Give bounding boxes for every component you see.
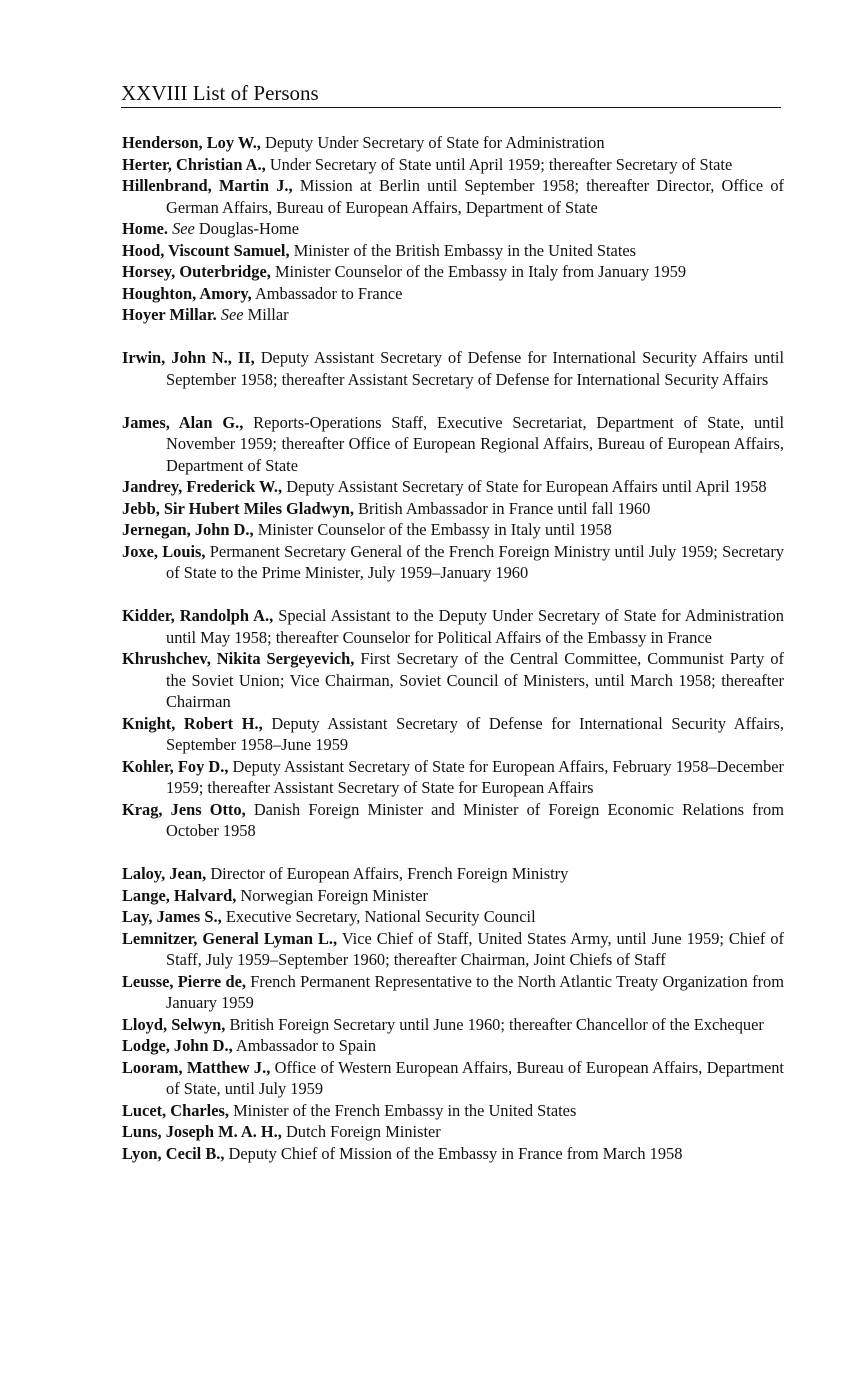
person-entry <box>122 218 784 240</box>
person-entry <box>122 928 784 971</box>
person-entry <box>122 906 784 928</box>
person-description: Deputy Assistant Secretary of State for European Affairs until April 1958 <box>282 477 767 496</box>
person-entry <box>122 605 784 648</box>
person-name: James, Alan G., <box>122 412 244 432</box>
person-name: Home. <box>122 219 168 238</box>
person-description: Millar <box>243 305 289 324</box>
person-name: Hoyer Millar. <box>122 305 217 324</box>
person-name: Jernegan, John D., <box>122 520 254 539</box>
see-reference: See <box>167 219 195 238</box>
person-name: Leusse, Pierre de, <box>122 971 246 991</box>
person-entry <box>122 1121 784 1143</box>
person-description: Deputy Chief of Mission of the Embassy in France from March 1958 <box>224 1143 683 1163</box>
letter-group-k <box>122 605 784 842</box>
group-spacer <box>122 584 784 606</box>
page-title: XXVIII List of Persons <box>121 81 319 105</box>
letter-group-h <box>122 132 784 326</box>
person-entry <box>122 154 784 176</box>
person-name: Lucet, Charles, <box>122 1100 229 1120</box>
person-name: Lloyd, Selwyn, <box>122 1014 226 1034</box>
person-entry <box>122 1035 784 1057</box>
person-name: Looram, Matthew J., <box>122 1057 271 1077</box>
person-name: Lyon, Cecil B., <box>122 1143 225 1163</box>
person-description: Executive Secretary, National Security Council <box>221 907 536 926</box>
person-name: Joxe, Louis, <box>122 541 206 561</box>
person-name: Jebb, Sir Hubert Miles Gladwyn, <box>122 498 354 518</box>
person-name: Houghton, Amory, <box>122 283 252 303</box>
letter-group-j <box>122 412 784 584</box>
person-entry <box>122 261 784 283</box>
person-name: Krag, Jens Otto, <box>122 799 246 819</box>
person-entry <box>122 498 784 520</box>
person-entry <box>122 283 784 305</box>
person-description: Under Secretary of State until April 1959; thereafter Secretary of State <box>265 154 733 174</box>
person-description: First Secretary of the Central Committee, Communist Party of the Soviet Union; Vice Chairman, Soviet Council of Ministers, until March 1958; thereafter Chairman <box>166 649 784 711</box>
person-description: Ambassador to Spain <box>232 1036 377 1055</box>
person-description: Minister Counselor of the Embassy in Italy until 1958 <box>253 520 612 539</box>
person-description: Norwegian Foreign Minister <box>236 885 428 905</box>
person-entry <box>122 412 784 477</box>
letter-group-l <box>122 863 784 1164</box>
person-entry <box>122 240 784 262</box>
person-name: Kidder, Randolph A., <box>122 606 274 625</box>
person-description: British Foreign Secretary until June 1960; thereafter Chancellor of the Exchequer <box>225 1014 764 1034</box>
person-entry <box>122 347 784 390</box>
person-name: Jandrey, Frederick W., <box>122 477 283 496</box>
person-description: Deputy Assistant Secretary of Defense for International Security Affairs until September 1958; thereafter Assistant Secretary of Defense for International Security Affairs <box>166 348 785 389</box>
person-entry <box>122 713 784 756</box>
person-description: Dutch Foreign Minister <box>281 1122 441 1141</box>
person-description: Danish Foreign Minister and Minister of Foreign Economic Relations from October 1958 <box>166 799 784 840</box>
person-name: Lodge, John D., <box>122 1036 233 1055</box>
person-name: Knight, Robert H., <box>122 713 263 733</box>
person-entry <box>122 1014 784 1036</box>
person-description: Reports-Operations Staff, Executive Secretariat, Department of State, until November 1959; thereafter Office of European Regional Affairs, Bureau of European Affairs, Department of State <box>166 412 784 475</box>
person-name: Horsey, Outerbridge, <box>122 262 271 281</box>
person-description: Mission at Berlin until September 1958; thereafter Director, Office of German Affairs, Bureau of European Affairs, Department of State <box>166 176 784 217</box>
page-header <box>121 80 781 108</box>
person-entry <box>122 1143 784 1165</box>
person-name: Luns, Joseph M. A. H., <box>122 1122 282 1141</box>
person-entry <box>122 648 784 713</box>
group-spacer <box>122 842 784 864</box>
person-entry <box>122 1100 784 1122</box>
person-name: Lemnitzer, General Lyman L., <box>122 928 338 948</box>
person-name: Lay, James S., <box>122 907 222 926</box>
person-name: Irwin, John N., II, <box>122 348 255 367</box>
person-entry <box>122 863 784 885</box>
person-description: Permanent Secretary General of the French Foreign Ministry until July 1959; Secretary of State to the Prime Minister, July 1959–January 1960 <box>166 541 784 582</box>
person-description: Deputy Under Secretary of State for Administration <box>260 133 605 152</box>
see-reference: See <box>216 305 244 324</box>
person-entry <box>122 799 784 842</box>
person-entry <box>122 541 784 584</box>
person-description: Vice Chief of Staff, United States Army, until June 1959; Chief of Staff, July 1959–September 1960; thereafter Chairman, Joint Chiefs of Staff <box>166 928 784 969</box>
person-name: Laloy, Jean, <box>122 864 207 883</box>
person-entry <box>122 476 784 498</box>
person-description: Deputy Assistant Secretary of State for European Affairs, February 1958–December 1959; thereafter Assistant Secretary of State for European Affairs <box>166 756 784 797</box>
group-spacer <box>122 390 784 412</box>
person-entry <box>122 304 784 326</box>
person-description: Deputy Assistant Secretary of Defense for International Security Affairs, September 1958–June 1959 <box>166 713 784 754</box>
person-name: Hillenbrand, Martin J., <box>122 176 293 195</box>
person-entry <box>122 132 784 154</box>
person-name: Lange, Halvard, <box>122 885 237 905</box>
person-name: Herter, Christian A., <box>122 154 266 174</box>
person-name: Hood, Viscount Samuel, <box>122 240 290 260</box>
person-description: Director of European Affairs, French Foreign Ministry <box>206 864 569 883</box>
person-description: Minister of the French Embassy in the United States <box>228 1100 577 1120</box>
person-entry <box>122 1057 784 1100</box>
person-description: French Permanent Representative to the North Atlantic Treaty Organization from January 1959 <box>166 971 784 1012</box>
person-entry <box>122 756 784 799</box>
letter-group-i <box>122 347 784 390</box>
person-description: Minister Counselor of the Embassy in Italy from January 1959 <box>270 262 687 281</box>
person-description: Ambassador to France <box>251 283 403 303</box>
person-description: Special Assistant to the Deputy Under Secretary of State for Administration until May 1958; thereafter Counselor for Political Affairs of the Embassy in France <box>166 606 785 647</box>
person-entry <box>122 519 784 541</box>
person-name: Henderson, Loy W., <box>122 133 261 152</box>
person-entry <box>122 885 784 907</box>
person-name: Khrushchev, Nikita Sergeyevich, <box>122 649 355 668</box>
group-spacer <box>122 326 784 348</box>
person-name: Kohler, Foy D., <box>122 756 229 776</box>
person-entry <box>122 175 784 218</box>
persons-list <box>122 132 784 1164</box>
person-description: Minister of the British Embassy in the United States <box>289 240 637 260</box>
person-description: Office of Western European Affairs, Bureau of European Affairs, Department of State, until July 1959 <box>166 1057 784 1098</box>
person-description: British Ambassador in France until fall 1960 <box>353 498 651 518</box>
person-entry <box>122 971 784 1014</box>
person-description: Douglas-Home <box>194 219 300 238</box>
